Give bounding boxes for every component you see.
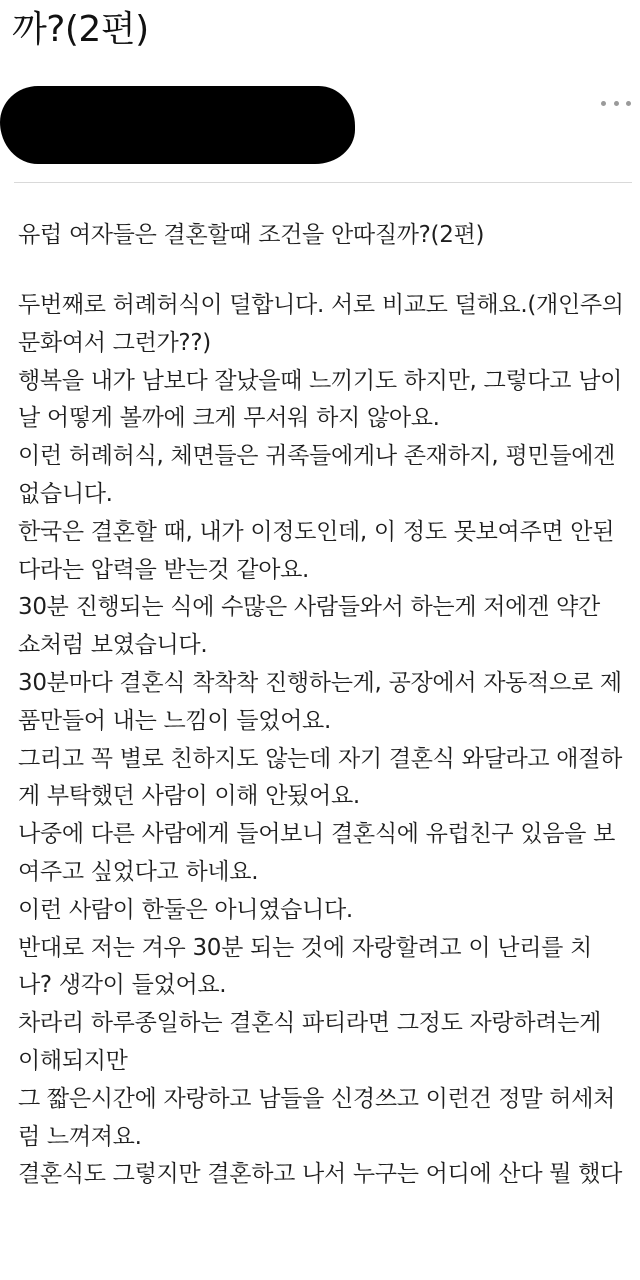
body-line: 결혼식도 그렇지만 결혼하고 나서 누구는 어디에 산다 뭘 했다 — [18, 1161, 623, 1188]
body-line: 그리고 꼭 별로 친하지도 않는데 자기 결혼식 와달라고 애절하 — [18, 745, 623, 772]
body-line: 30분마다 결혼식 착착착 진행하는게, 공장에서 자동적으로 제 — [18, 669, 622, 696]
body-line: 차라리 하루종일하는 결혼식 파티라면 그정도 자랑하려는게 — [18, 1010, 602, 1037]
body-line: 쇼처럼 보였습니다. — [18, 632, 208, 659]
body-line: 럼 느껴져요. — [18, 1123, 142, 1150]
dot — [614, 101, 619, 106]
body-line: 행복을 내가 남보다 잘났을때 느끼기도 하지만, 그렇다고 남이 — [18, 367, 623, 394]
body-line: 30분 진행되는 식에 수많은 사람들와서 하는게 저에겐 약간 — [18, 594, 600, 621]
dot — [626, 101, 631, 106]
body-line: 나중에 다른 사람에게 들어보니 결혼식에 유럽친구 있음을 보 — [18, 821, 616, 848]
body-line: 다라는 압력을 받는것 같아요. — [18, 556, 310, 583]
body-heading: 유럽 여자들은 결혼할때 조건을 안따질까?(2편) — [18, 222, 485, 248]
body-line: 이런 허례허식, 체면들은 귀족들에게나 존재하지, 평민들에겐 — [18, 443, 616, 470]
more-dots-icon[interactable] — [601, 96, 631, 110]
redacted-author-info — [0, 86, 355, 164]
dot — [601, 101, 606, 106]
body-line: 두번째로 허례허식이 덜합니다. 서로 비교도 덜해요.(개인주의 — [18, 292, 624, 318]
body-line: 한국은 결혼할 때, 내가 이정도인데, 이 정도 못보여주면 안된 — [18, 518, 615, 545]
body-line: 없습니다. — [18, 480, 113, 507]
header-divider — [14, 182, 632, 183]
body-line: 품만들어 내는 느낌이 들었어요. — [18, 707, 331, 734]
body-line: 나? 생각이 들었어요. — [18, 972, 227, 999]
body-line: 이런 사람이 한둘은 아니였습니다. — [18, 896, 353, 923]
post-body — [18, 215, 636, 1194]
post-title: 까?(2편) — [12, 9, 149, 50]
body-line: 게 부탁했던 사람이 이해 안됬어요. — [18, 783, 360, 810]
body-line: 그 짧은시간에 자랑하고 남들을 신경쓰고 이런건 정말 허세처 — [18, 1085, 616, 1112]
body-line: 반대로 저는 겨우 30분 되는 것에 자랑할려고 이 난리를 치 — [18, 934, 592, 961]
body-line: 문화여서 그런가??) — [18, 329, 211, 356]
body-line: 여주고 싶었다고 하네요. — [18, 858, 259, 885]
body-line: 날 어떻게 볼까에 크게 무서워 하지 않아요. — [18, 405, 440, 432]
paragraph-gap — [18, 255, 636, 287]
body-line: 이해되지만 — [18, 1047, 128, 1074]
